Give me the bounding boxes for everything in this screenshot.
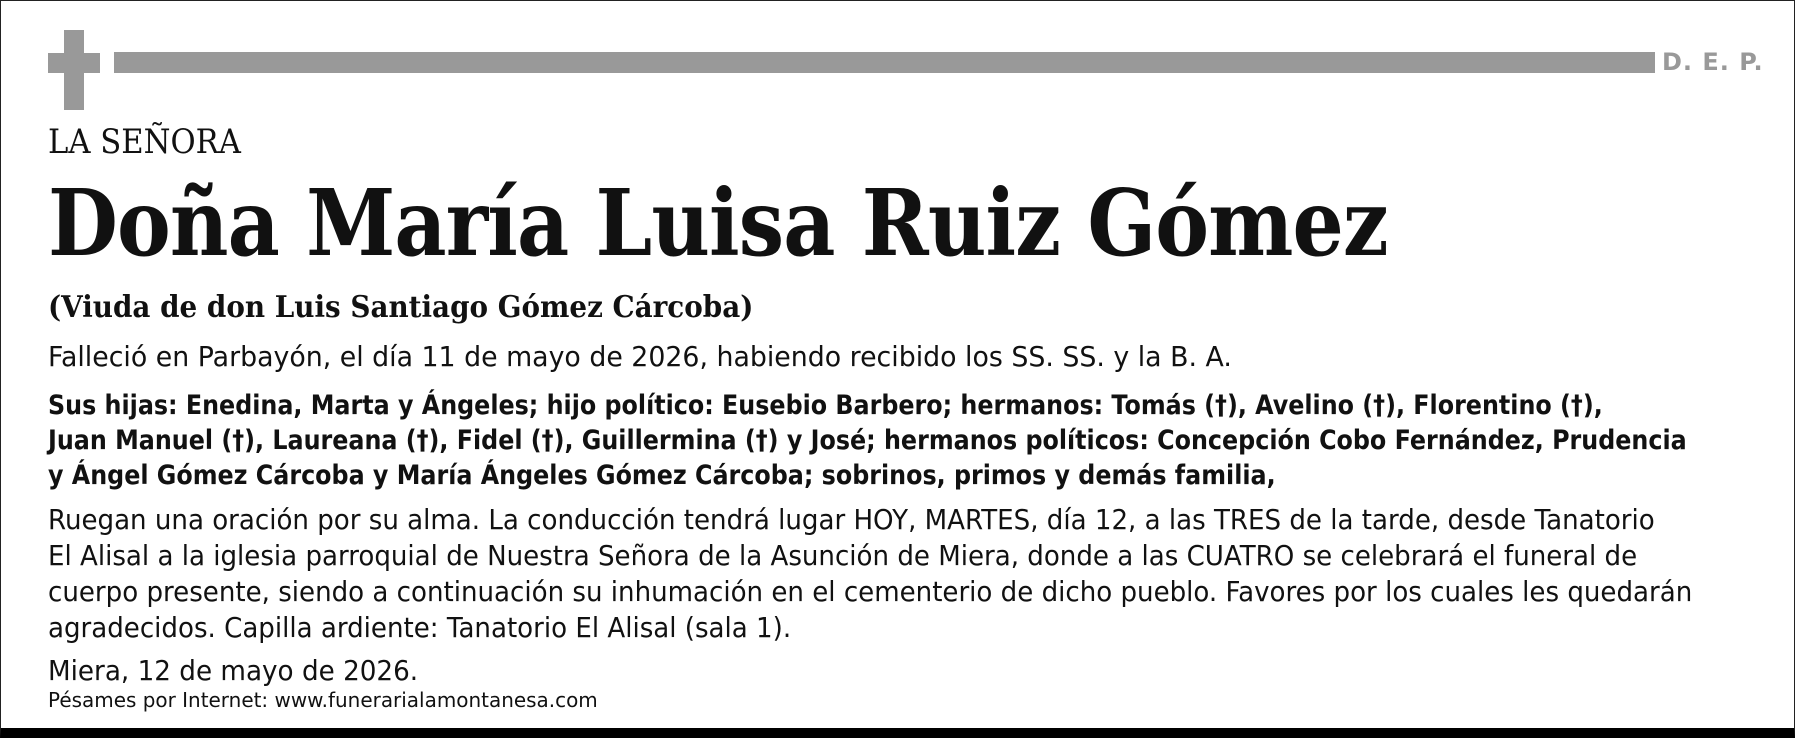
death-statement: Falleció en Parbayón, el día 11 de mayo de 2026, habiendo recibido los SS. SS. y la B. A. (48, 340, 1232, 373)
service-paragraph (48, 502, 1692, 646)
condolences-line: Pésames por Internet: www.funerarialamontanesa.com (48, 688, 598, 712)
service-line: cuerpo presente, siendo a continuación su inhumación en el cementerio de dicho pueblo. Favores por los cuales les quedarán (48, 575, 1693, 608)
family-line: Sus hijas: Enedina, Marta y Ángeles; hijo político: Eusebio Barbero; hermanos: Tomás (†), Avelino (†), Florentino (†), (48, 390, 1603, 421)
header-rule (114, 52, 1655, 73)
service-line: agradecidos. Capilla ardiente: Tanatorio El Alisal (sala 1). (48, 611, 792, 644)
cross-icon (48, 30, 100, 110)
family-line: y Ángel Gómez Cárcoba y María Ángeles Gómez Cárcoba; sobrinos, primos y demás familia, (48, 460, 1276, 491)
service-line: El Alisal a la iglesia parroquial de Nuestra Señora de la Asunción de Miera, donde a las CUATRO se celebrará el funeral de (48, 539, 1638, 572)
place-date: Miera, 12 de mayo de 2026. (48, 654, 419, 687)
dep-label: D. E. P. (1662, 48, 1764, 76)
deceased-name: Doña María Luisa Ruiz Gómez (48, 169, 1388, 277)
intro-label: LA SEÑORA (48, 122, 241, 162)
service-line: Ruegan una oración por su alma. La conducción tendrá lugar HOY, MARTES, día 12, a las TRES de la tarde, desde Tanatorio (48, 503, 1655, 536)
family-paragraph (48, 388, 1687, 493)
family-line: Juan Manuel (†), Laureana (†), Fidel (†), Guillermina (†) y José; hermanos políticos: Concepción Cobo Fernández, Prudencia (48, 425, 1687, 456)
widow-of-line: (Viuda de don Luis Santiago Gómez Cárcoba) (48, 290, 754, 325)
